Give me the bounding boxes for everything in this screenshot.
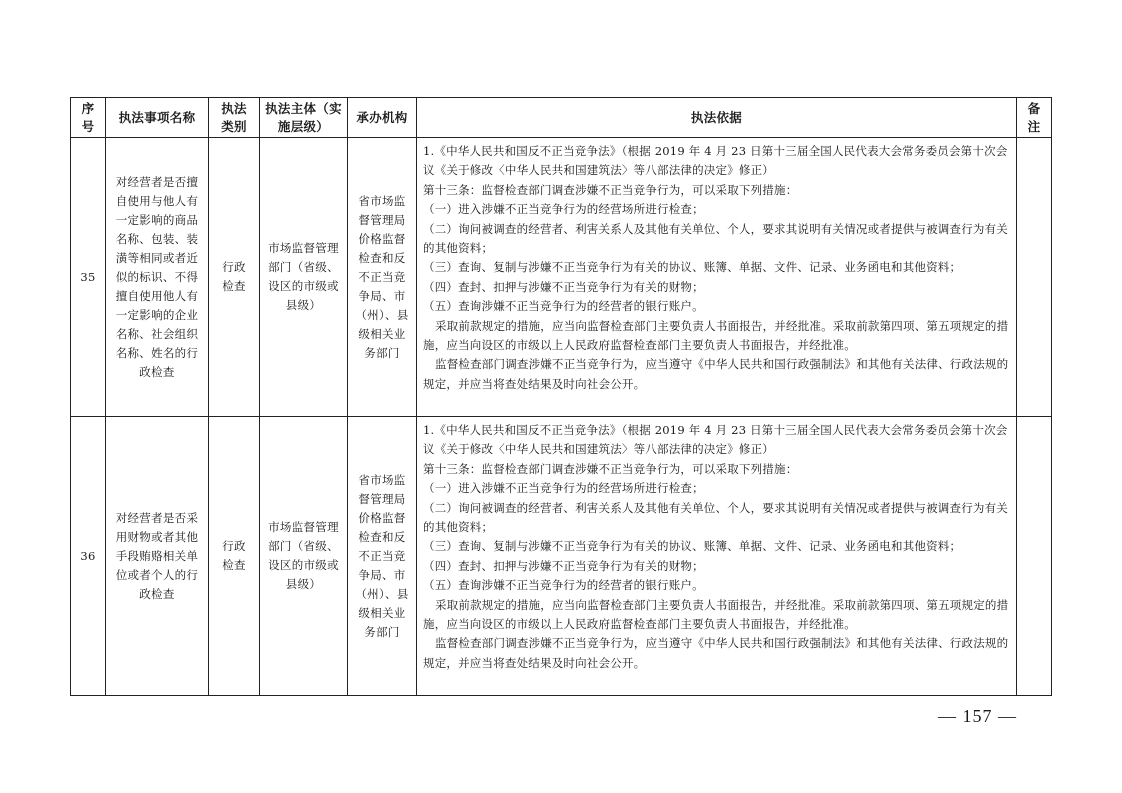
header-basis: 执法依据 — [417, 98, 1017, 138]
header-agency: 承办机构 — [348, 98, 417, 138]
row-remarks — [1017, 138, 1052, 417]
header-seq: 序号 — [71, 98, 106, 138]
table-row — [71, 417, 1052, 696]
row-seq: 35 — [71, 138, 106, 417]
row-subject: 市场监督管理部门（省级、设区的市级或县级） — [260, 138, 348, 417]
basis-line: （一）进入涉嫌不正当竞争行为的经营场所进行检查； — [423, 202, 704, 217]
basis-line: 第十三条：监督检查部门调查涉嫌不正当竞争行为，可以采取下列措施： — [423, 461, 798, 476]
basis-line: （一）进入涉嫌不正当竞争行为的经营场所进行检查； — [423, 481, 704, 496]
row-remarks — [1017, 417, 1052, 696]
row-agency: 省市场监督管理局价格监督检查和反不正当竞争局、市（州）、县级相关业务部门 — [348, 417, 417, 696]
header-subject: 执法主体（实施层级） — [260, 98, 348, 138]
basis-line: （四）查封、扣押与涉嫌不正当竞争行为有关的财物； — [423, 279, 704, 294]
basis-line: 第十三条：监督检查部门调查涉嫌不正当竞争行为，可以采取下列措施： — [423, 182, 798, 197]
basis-line: （二）询问被调查的经营者、利害关系人及其他有关单位、个人，要求其说明有关情况或者提供与被调查行为有关的其他资料； — [423, 500, 1008, 535]
basis-line: （三）查询、复制与涉嫌不正当竞争行为有关的协议、账簿、单据、文件、记录、业务函电和其他资料； — [423, 539, 962, 554]
row-category: 行政检查 — [209, 138, 260, 417]
basis-line: （四）查封、扣押与涉嫌不正当竞争行为有关的财物； — [423, 558, 704, 573]
row-item-name: 对经营者是否擅自使用与他人有一定影响的商品名称、包装、装潢等相同或者近似的标识、不得擅自使用他人有一定影响的企业名称、社会组织名称、姓名的行政检查 — [106, 138, 209, 417]
row-agency: 省市场监督管理局价格监督检查和反不正当竞争局、市（州）、县级相关业务部门 — [348, 138, 417, 417]
basis-line: 监督检查部门调查涉嫌不正当竞争行为，应当遵守《中华人民共和国行政强制法》和其他有关法律、行政法规的规定，并应当将查处结果及时向社会公开。 — [423, 357, 1009, 391]
header-row — [71, 98, 1052, 138]
row-subject: 市场监督管理部门（省级、设区的市级或县级） — [260, 417, 348, 696]
basis-line: （二）询问被调查的经营者、利害关系人及其他有关单位、个人，要求其说明有关情况或者提供与被调查行为有关的其他资料； — [423, 221, 1008, 256]
row-basis — [417, 417, 1017, 696]
basis-line: 采取前款规定的措施，应当向监督检查部门主要负责人书面报告，并经批准。采取前款第四项、第五项规定的措施，应当向设区的市级以上人民政府监督检查部门主要负责人书面报告，并经批准。 — [423, 597, 1009, 632]
enforcement-table — [70, 97, 1052, 696]
header-remarks: 备注 — [1017, 98, 1052, 138]
basis-line: （三）查询、复制与涉嫌不正当竞争行为有关的协议、账簿、单据、文件、记录、业务函电和其他资料； — [423, 260, 962, 275]
basis-line: 监督检查部门调查涉嫌不正当竞争行为，应当遵守《中华人民共和国行政强制法》和其他有关法律、行政法规的规定，并应当将查处结果及时向社会公开。 — [423, 636, 1009, 670]
basis-line: （五）查询涉嫌不正当竞争行为的经营者的银行账户。 — [423, 299, 704, 314]
header-category: 执法类别 — [209, 98, 260, 138]
header-name: 执法事项名称 — [106, 98, 209, 138]
basis-line: 采取前款规定的措施，应当向监督检查部门主要负责人书面报告，并经批准。采取前款第四项、第五项规定的措施，应当向设区的市级以上人民政府监督检查部门主要负责人书面报告，并经批准。 — [423, 318, 1009, 353]
basis-line: 1.《中华人民共和国反不正当竞争法》（根据 2019 年 4 月 23 日第十三届全国人民代表大会常务委员会第十次会议《关于修改〈中华人民共和国建筑法〉等八部法律的决定》修正） — [423, 144, 1008, 178]
row-seq: 36 — [71, 417, 106, 696]
page-number: — 157 — — [938, 706, 1017, 726]
basis-line: （五）查询涉嫌不正当竞争行为的经营者的银行账户。 — [423, 578, 704, 593]
table-row — [71, 138, 1052, 417]
row-category: 行政检查 — [209, 417, 260, 696]
basis-line: 1.《中华人民共和国反不正当竞争法》（根据 2019 年 4 月 23 日第十三届全国人民代表大会常务委员会第十次会议《关于修改〈中华人民共和国建筑法〉等八部法律的决定》修正） — [423, 423, 1008, 457]
row-basis — [417, 138, 1017, 417]
row-item-name: 对经营者是否采用财物或者其他手段贿赂相关单位或者个人的行政检查 — [106, 417, 209, 696]
